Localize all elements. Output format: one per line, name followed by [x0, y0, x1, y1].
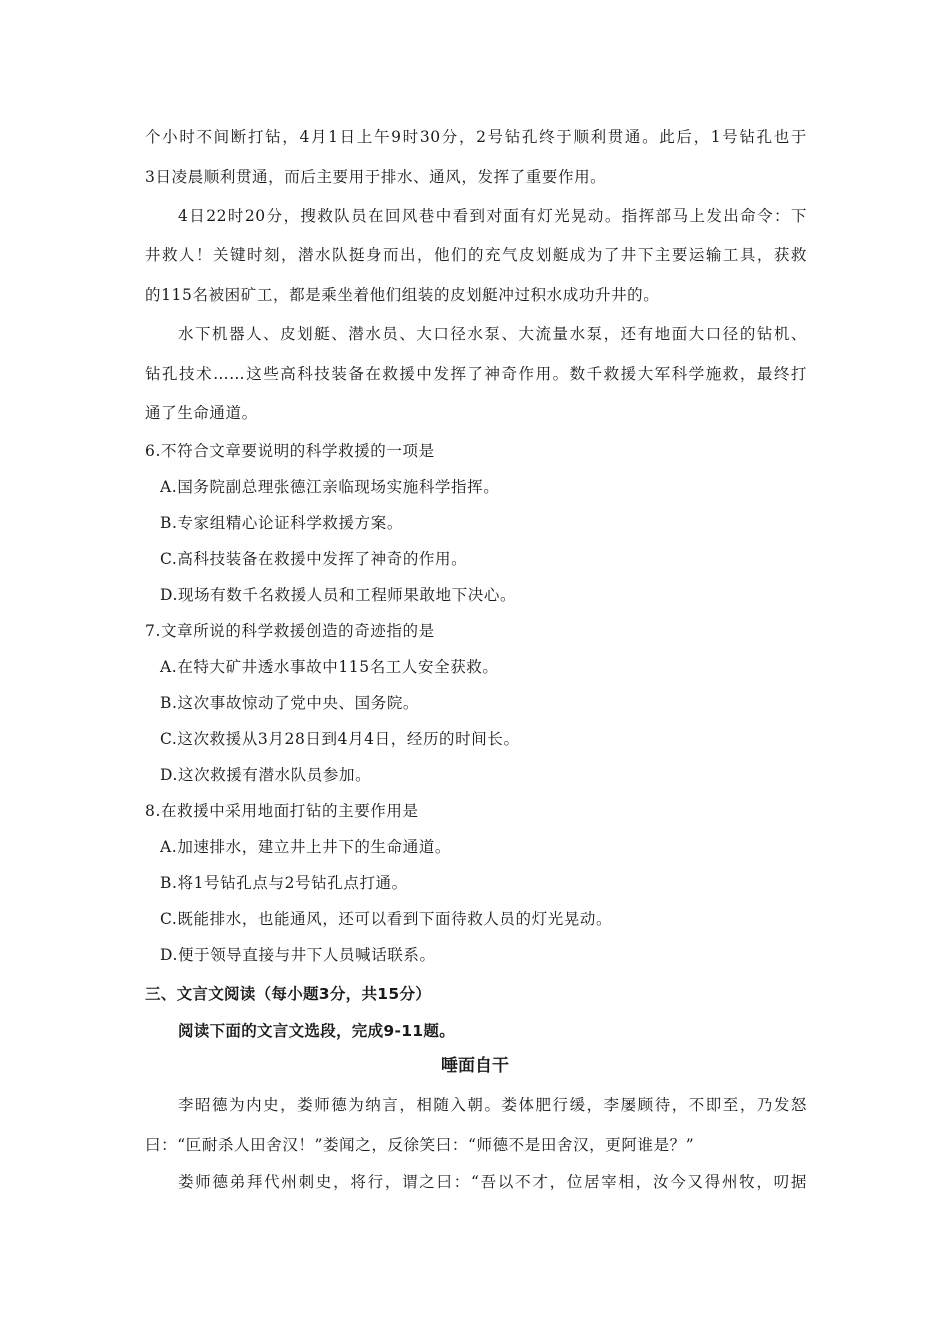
question-option: A.国务院副总理张德江亲临现场实施科学指挥。 — [160, 478, 500, 496]
classical-passage-line: 曰：“叵耐杀人田舍汉！”娄闻之，反徐笑曰：“师德不是田舍汉，更阿谁是？” — [145, 1136, 695, 1154]
question-option: B.这次事故惊动了党中央、国务院。 — [160, 694, 420, 712]
question-option: C.高科技装备在救援中发挥了神奇的作用。 — [160, 550, 468, 568]
passage-line: 4日22时20分，搜救队员在回风巷中看到对面有灯光晃动。指挥部马上发出命令：下 — [178, 207, 807, 225]
section-instruction: 阅读下面的文言文选段，完成9-11题。 — [178, 1022, 455, 1040]
question-option: C.这次救援从3月28日到4月4日，经历的时间长。 — [160, 730, 520, 748]
section-heading: 三、文言文阅读（每小题3分，共15分） — [145, 985, 432, 1003]
passage-line: 水下机器人、皮划艇、潜水员、大口径水泵、大流量水泵，还有地面大口径的钻机、 — [178, 325, 807, 343]
passage-line: 通了生命通道。 — [145, 404, 258, 422]
passage-line: 钻孔技术……这些高科技装备在救援中发挥了神奇作用。数千救援大军科学施救，最终打 — [145, 365, 807, 383]
question-option: C.既能排水，也能通风，还可以看到下面待救人员的灯光晃动。 — [160, 910, 613, 928]
question-stem: 6.不符合文章要说明的科学救援的一项是 — [145, 442, 435, 460]
passage-line: 个小时不间断打钻，4月1日上午9时30分，2号钻孔终于顺利贯通。此后，1号钻孔也于 — [145, 128, 807, 146]
passage-title: 唾面自干 — [441, 1056, 509, 1076]
classical-passage-line: 李昭德为内史，娄师德为纳言，相随入朝。娄体肥行缓，李屡顾待，不即至，乃发怒 — [178, 1096, 807, 1114]
question-option: D.现场有数千名救援人员和工程师果敢地下决心。 — [160, 586, 517, 604]
question-option: A.加速排水，建立井上井下的生命通道。 — [160, 838, 452, 856]
question-stem: 8.在救援中采用地面打钻的主要作用是 — [145, 802, 419, 820]
classical-passage-line: 娄师德弟拜代州刺史，将行，谓之曰：“吾以不才，位居宰相，汝今又得州牧，叨据 — [178, 1173, 807, 1191]
question-option: B.专家组精心论证科学救援方案。 — [160, 514, 403, 532]
passage-line: 的115名被困矿工，都是乘坐着他们组装的皮划艇冲过积水成功升井的。 — [145, 286, 660, 304]
passage-line: 井救人！关键时刻，潜水队挺身而出，他们的充气皮划艇成为了井下主要运输工具，获救 — [145, 246, 807, 264]
question-option: D.便于领导直接与井下人员喊话联系。 — [160, 946, 436, 964]
question-option: B.将1号钻孔点与2号钻孔点打通。 — [160, 874, 408, 892]
passage-line: 3日凌晨顺利贯通，而后主要用于排水、通风，发挥了重要作用。 — [145, 168, 607, 186]
question-stem: 7.文章所说的科学救援创造的奇迹指的是 — [145, 622, 435, 640]
question-option: A.在特大矿井透水事故中115名工人安全获救。 — [160, 658, 499, 676]
question-option: D.这次救援有潜水队员参加。 — [160, 766, 372, 784]
